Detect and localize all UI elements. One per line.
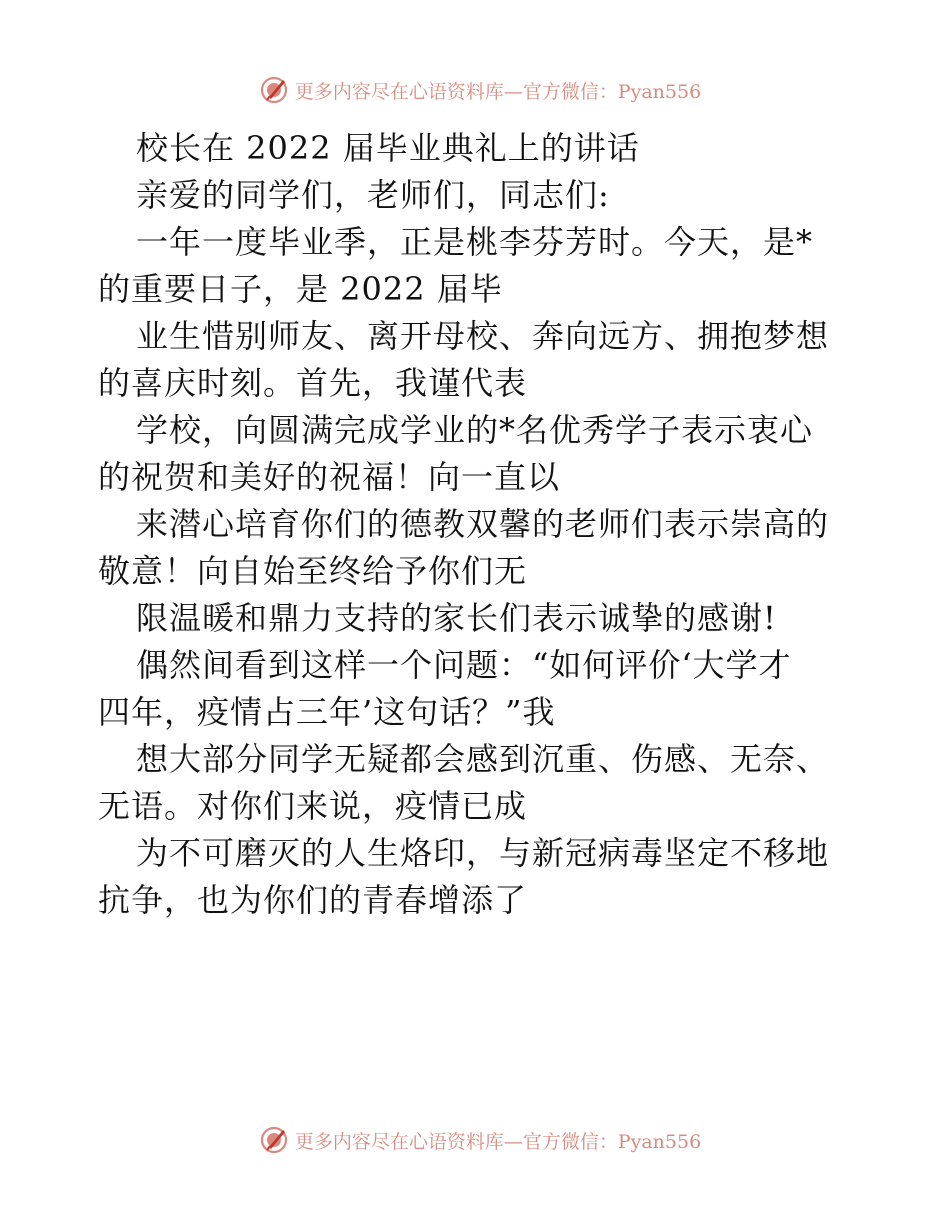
- paragraph-line: 无语。对你们来说，疫情已成: [98, 787, 528, 825]
- paragraph-line: 的祝贺和美好的祝福！向一直以: [98, 458, 561, 496]
- paragraph-line: 想大部分同学无疑都会感到沉重、伤感、无奈、: [136, 740, 830, 778]
- quill-seal-icon: [259, 75, 289, 105]
- paragraph-line: 偶然间看到这样一个问题：“如何评价‘大学才: [136, 646, 792, 684]
- paragraph-line: 抗争，也为你们的青春增添了: [98, 881, 528, 919]
- quill-seal-icon: [259, 1125, 289, 1155]
- salutation: 亲爱的同学们，老师们，同志们:: [136, 176, 610, 214]
- paragraph-line: 来潜心培育你们的德教双馨的老师们表示崇高的: [136, 505, 830, 543]
- paragraph-line: 敬意！向自始至终给予你们无: [98, 552, 528, 590]
- paragraph-line: 为不可磨灭的人生烙印，与新冠病毒坚定不移地: [136, 834, 830, 872]
- paragraph-line: 学校，向圆满完成学业的*名优秀学子表示衷心: [136, 411, 814, 449]
- watermark-text: 更多内容尽在心语资料库—官方微信：Pyan556: [294, 1130, 702, 1153]
- paragraph-line: 的重要日子，是 2022 届毕: [98, 270, 503, 308]
- paragraph-line: 的喜庆时刻。首先，我谨代表: [98, 364, 528, 402]
- paragraph-line: 限温暖和鼎力支持的家长们表示诚挚的感谢!: [136, 599, 777, 637]
- watermark-text: 更多内容尽在心语资料库—官方微信：Pyan556: [294, 80, 702, 103]
- document-body: [98, 125, 858, 924]
- paragraph-line: 四年，疫情占三年’这句话？”我: [98, 693, 556, 731]
- footer-watermark: [0, 1120, 950, 1160]
- header-watermark: [0, 70, 950, 110]
- paragraph-line: 一年一度毕业季，正是桃李芬芳时。今天，是*: [136, 223, 814, 261]
- document-title: 校长在 2022 届毕业典礼上的讲话: [136, 129, 640, 167]
- paragraph-line: 业生惜别师友、离开母校、奔向远方、拥抱梦想: [136, 317, 830, 355]
